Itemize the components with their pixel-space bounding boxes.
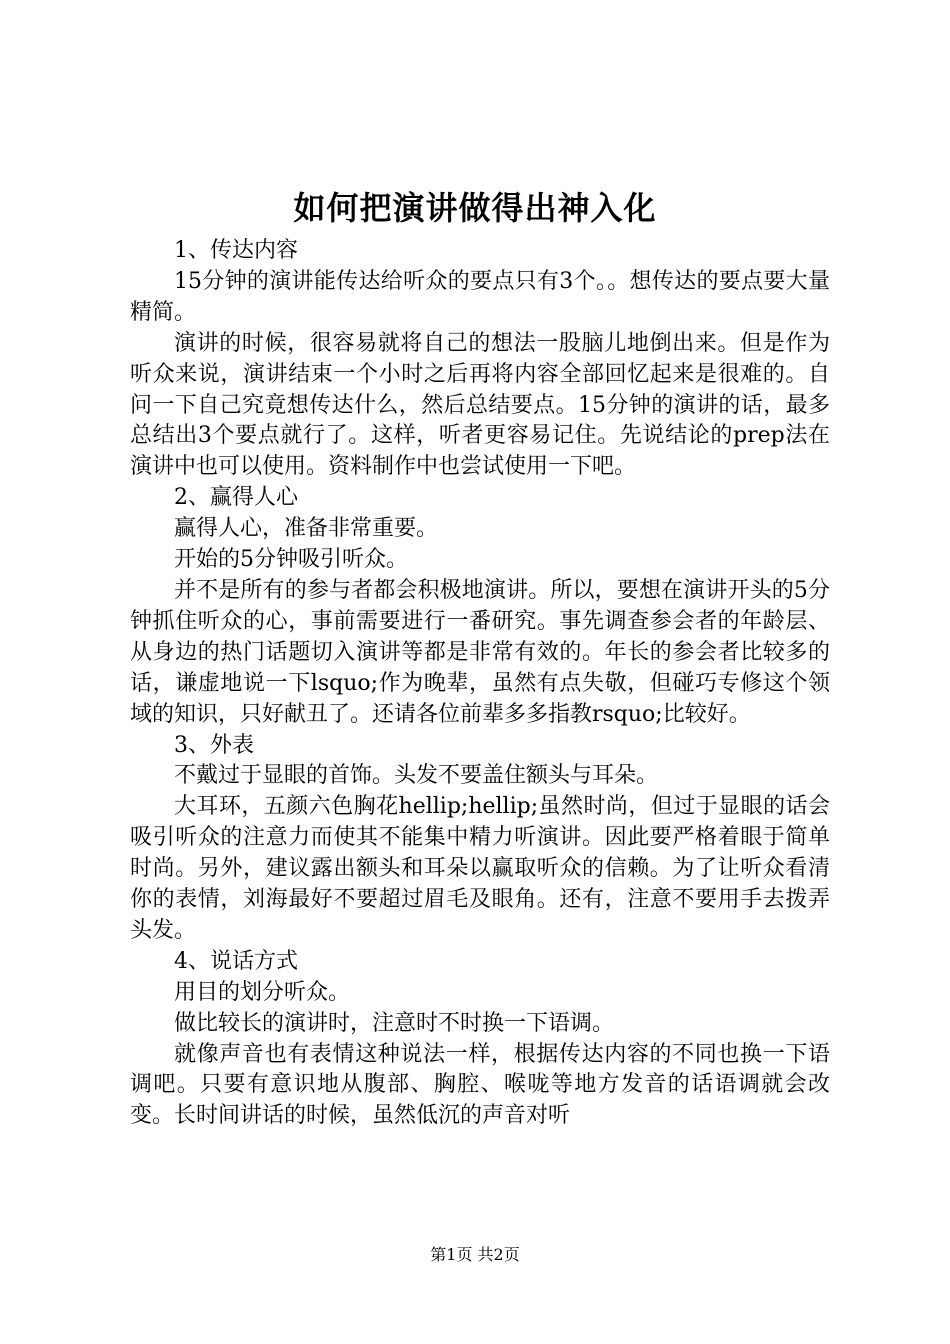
paragraph: 做比较长的演讲时，注意时不时换一下语调。	[174, 1010, 615, 1036]
section-heading: 1、传达内容	[174, 238, 298, 263]
paragraph: 不戴过于显眼的首饰。头发不要盖住额头与耳朵。	[174, 763, 659, 789]
paragraph: 15分钟的演讲能传达给听众的要点只有3个。。想传达的要点要大量精简。	[130, 268, 830, 325]
paragraph: 并不是所有的参与者都会积极地演讲。所以，要想在演讲开头的5分钟抓住听众的心，事前需要进行一番研究。事先调查参会者的年龄层、从身边的热门话题切入演讲等都是非常有效的。年长的参会者比较多的话，谦虚地说一下lsquo;作为晚辈，虽然有点失敬，但碰巧专修这个领域的知识，只好献丑了。还请各位前辈多多指教rsquo;比较好。	[130, 577, 830, 727]
section-heading: 2、赢得人心	[174, 485, 298, 511]
document-title: 如何把演讲做得出神入化	[293, 189, 657, 227]
paragraph: 开始的5分钟吸引听众。	[174, 547, 408, 573]
paragraph: 就像声音也有表情这种说法一样，根据传达内容的不同也换一下语调吧。只要有意识地从腹部、胸腔、喉咙等地方发音的话语调就会改变。长时间讲话的时候，虽然低沉的声音对听	[130, 1041, 830, 1129]
paragraph: 演讲的时候，很容易就将自己的想法一股脑儿地倒出来。但是作为听众来说，演讲结束一个小时之后再将内容全部回忆起来是很难的。自问一下自己究竟想传达什么，然后总结要点。15分钟的演讲的话，最多总结出3个要点就行了。这样，听者更容易记住。先说结论的prep法在演讲中也可以使用。资料制作中也尝试使用一下吧。	[130, 330, 830, 480]
section-heading: 4、说话方式	[174, 948, 298, 974]
document-body	[130, 236, 830, 1132]
paragraph: 大耳环，五颜六色胸花hellip;hellip;虽然时尚，但过于显眼的话会吸引听众的注意力而使其不能集中精力听演讲。因此要严格着眼于简单时尚。另外，建议露出额头和耳朵以赢取听众的信赖。为了让听众看清你的表情，刘海最好不要超过眉毛及眼角。还有，注意不要用手去拨弄头发。	[130, 794, 830, 943]
page-footer: 第1页 共2页	[430, 1245, 520, 1264]
paragraph: 用目的划分听众。	[174, 979, 351, 1005]
paragraph: 赢得人心，准备非常重要。	[174, 516, 439, 542]
section-heading: 3、外表	[174, 732, 254, 758]
